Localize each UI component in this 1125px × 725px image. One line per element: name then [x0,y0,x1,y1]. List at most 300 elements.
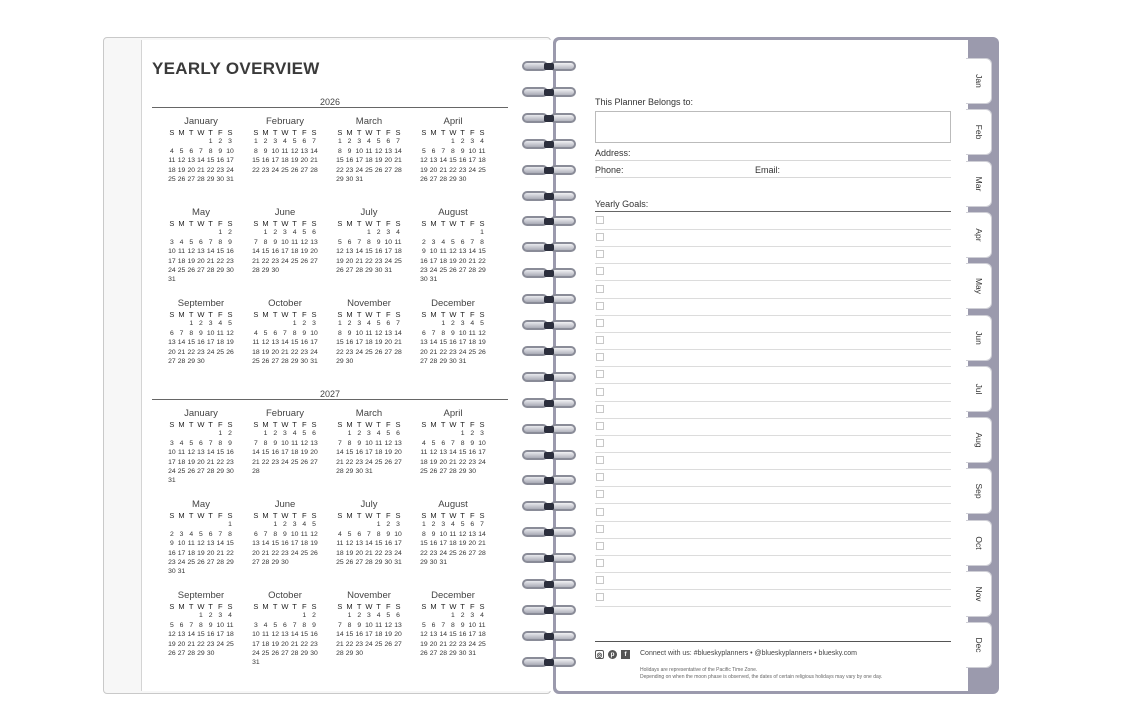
day-number: 21 [261,549,270,557]
day-number: 6 [347,238,352,246]
day-number: 20 [468,540,477,548]
day-number: 28 [394,166,402,174]
day-number: 25 [394,257,402,265]
day-number: 21 [394,339,402,347]
day-number: 2 [357,430,362,438]
day-number: 8 [337,147,342,155]
day-header: F [385,310,391,319]
day-number: 20 [429,166,438,174]
day-number: 25 [478,166,486,174]
day-number: 7 [441,147,446,155]
day-number: 12 [449,248,457,256]
goal-checkbox[interactable] [596,405,604,413]
month-day-grid [335,511,403,567]
day-number: 21 [365,549,373,557]
tab-oct[interactable] [966,520,992,566]
day-number: 8 [347,439,352,447]
day-number: 11 [291,439,299,447]
day-header: F [469,128,475,137]
day-header: F [301,602,307,611]
day-number: 23 [281,549,289,557]
day-number: 6 [357,530,362,538]
goal-checkbox[interactable] [596,576,604,584]
day-number: 19 [310,540,318,548]
goal-checkbox[interactable] [596,336,604,344]
day-number: 8 [218,238,223,246]
day-number: 27 [197,266,205,274]
tab-aug[interactable] [966,417,992,463]
day-number: 9 [312,621,316,629]
day-number: 10 [290,530,299,538]
day-number: 19 [374,339,383,347]
day-number: 4 [480,138,484,146]
day-number: 30 [345,357,354,365]
day-number: 25 [300,549,309,557]
goal-row[interactable] [595,247,951,264]
empty-day [167,319,177,328]
day-header: F [217,128,223,137]
month-day-grid [419,420,487,476]
contact-line[interactable] [595,177,951,178]
goal-row[interactable] [595,522,951,539]
day-number: 23 [384,549,393,557]
day-number: 19 [374,157,383,165]
day-number: 7 [199,147,203,155]
day-number: 12 [345,540,354,548]
day-number: 1 [451,138,455,146]
empty-day [448,228,458,237]
day-number: 5 [263,329,268,337]
day-number: 10 [216,621,225,629]
day-number: 14 [281,339,289,347]
day-header: S [421,310,427,319]
tab-label: Mar [973,176,984,191]
month-name: January [184,408,218,419]
day-number: 24 [429,266,438,274]
day-number: 18 [394,248,402,256]
day-number: 10 [384,238,393,246]
day-number: 1 [421,521,426,529]
day-number: 8 [337,329,342,337]
day-number: 22 [478,257,486,265]
day-header: F [301,128,307,137]
day-number: 8 [263,238,268,246]
goal-row[interactable] [595,264,951,281]
day-number: 28 [439,175,447,183]
day-number: 29 [449,175,457,183]
month-day-grid [251,511,319,567]
day-header: M [262,310,269,319]
empty-day [177,137,187,146]
goal-row[interactable] [595,453,951,470]
goal-checkbox[interactable] [596,319,604,327]
day-header: T [440,310,446,319]
tab-dec[interactable] [966,622,992,668]
day-number: 15 [449,631,457,639]
day-number: 2 [208,612,213,620]
day-header: S [169,128,175,137]
day-header: M [346,511,353,520]
spiral-coil [522,293,578,306]
day-header: S [311,511,317,520]
day-number: 26 [300,458,309,466]
goal-row[interactable] [595,385,951,402]
goal-checkbox[interactable] [596,559,604,567]
day-header: F [385,602,391,611]
day-header: T [440,219,446,228]
day-number: 3 [386,229,391,237]
month-name: March [355,116,383,127]
spiral-coil [522,164,578,177]
empty-day [261,520,271,529]
day-number: 24 [384,257,393,265]
day-number: 10 [439,530,447,538]
day-number: 16 [300,339,309,347]
day-number: 17 [394,540,402,548]
goal-checkbox[interactable] [596,216,604,224]
day-number: 15 [271,540,279,548]
day-number: 18 [187,549,195,557]
day-number: 17 [365,631,373,639]
day-number: 14 [478,530,486,538]
empty-day [215,520,225,529]
day-number: 18 [374,449,383,457]
day-number: 25 [261,649,270,657]
day-header: F [301,511,307,520]
empty-day [419,319,429,328]
day-number: 17 [177,549,186,557]
empty-day [167,429,177,438]
month-name: October [268,590,302,601]
goal-checkbox[interactable] [596,473,604,481]
day-header: S [253,602,259,611]
goal-row[interactable] [595,419,951,436]
goal-checkbox[interactable] [596,353,604,361]
day-number: 5 [337,238,342,246]
day-number: 11 [216,329,224,337]
owner-name-field[interactable] [595,111,951,143]
day-number: 26 [310,549,318,557]
day-number: 29 [345,467,354,475]
day-number: 20 [271,348,279,356]
goal-checkbox[interactable] [596,267,604,275]
day-number: 14 [439,157,447,165]
day-number: 27 [187,175,195,183]
day-number: 4 [218,320,223,328]
goal-row[interactable] [595,299,951,316]
day-header: T [460,420,465,429]
day-number: 16 [374,248,383,256]
day-number: 2 [263,138,268,146]
day-header: S [337,310,343,319]
goal-checkbox[interactable] [596,456,604,464]
empty-day [251,228,261,237]
day-header: S [311,310,317,319]
tab-apr[interactable] [966,212,992,258]
day-header: S [227,310,233,319]
day-number: 1 [208,138,213,146]
day-number: 23 [420,266,428,274]
goal-checkbox[interactable] [596,250,604,258]
goal-row[interactable] [595,590,951,607]
day-number: 27 [458,266,467,274]
tab-may[interactable] [966,263,992,309]
day-number: 23 [197,348,205,356]
day-number: 31 [439,558,447,566]
month-name: April [443,116,463,127]
day-number: 15 [206,157,215,165]
day-number: 23 [168,558,176,566]
day-number: 26 [300,257,309,265]
day-number: 15 [290,339,299,347]
day-number: 6 [431,147,436,155]
tab-jun[interactable] [966,315,992,361]
day-number: 10 [478,439,486,447]
tab-label: Nov [973,586,984,602]
day-number: 9 [273,439,278,447]
day-header: W [197,310,205,319]
tab-label: Feb [973,124,984,140]
day-number: 31 [177,568,186,576]
goal-checkbox[interactable] [596,439,604,447]
day-number: 17 [365,449,373,457]
day-number: 20 [300,157,309,165]
goal-row[interactable] [595,487,951,504]
day-number: 5 [376,320,381,328]
day-number: 29 [187,357,195,365]
tab-jul[interactable] [966,366,992,412]
day-number: 15 [420,540,428,548]
empty-day [196,137,206,146]
day-number: 29 [439,357,447,365]
day-number: 11 [252,339,260,347]
month-calendar [419,590,487,658]
month-calendar [167,590,235,658]
phone-label: Phone: [595,165,624,175]
day-number: 17 [216,631,225,639]
day-number: 18 [478,631,486,639]
address-line[interactable] [595,160,951,161]
goal-checkbox[interactable] [596,285,604,293]
day-header: W [281,511,289,520]
day-number: 21 [355,257,363,265]
day-number: 20 [197,257,205,265]
goal-row[interactable] [595,230,951,247]
day-header: S [337,128,343,137]
goal-row[interactable] [595,213,951,230]
empty-day [196,520,206,529]
day-number: 6 [283,621,287,629]
empty-day [419,228,429,237]
spiral-coil [522,656,578,669]
tab-label: Jan [973,74,984,88]
empty-day [438,137,448,146]
day-number: 20 [384,339,393,347]
month-name: October [268,298,302,309]
day-number: 21 [336,640,344,648]
tab-feb[interactable] [966,109,992,155]
goal-row[interactable] [595,333,951,350]
day-number: 7 [189,621,194,629]
day-number: 22 [187,348,195,356]
tab-label: Oct [973,536,984,550]
day-number: 14 [261,540,270,548]
month-calendar [167,207,235,285]
day-number: 9 [273,238,278,246]
month-calendar [251,298,319,366]
day-number: 11 [300,530,308,538]
day-number: 2 [460,612,465,620]
day-header: M [262,602,269,611]
goal-checkbox[interactable] [596,593,604,601]
goal-row[interactable] [595,539,951,556]
day-number: 21 [206,257,215,265]
day-number: 30 [281,558,289,566]
day-number: 7 [337,439,342,447]
day-number: 17 [310,339,318,347]
goal-row[interactable] [595,402,951,419]
day-number: 19 [197,549,205,557]
day-number: 31 [429,276,438,284]
day-header: T [188,511,194,520]
day-number: 13 [197,449,205,457]
day-number: 18 [177,458,186,466]
empty-day [429,319,439,328]
day-number: 11 [394,238,402,246]
goal-checkbox[interactable] [596,388,604,396]
day-header: T [440,420,446,429]
day-number: 31 [252,659,260,667]
month-day-grid [167,420,235,486]
day-number: 29 [261,266,270,274]
day-number: 6 [273,329,278,337]
tab-mar[interactable] [966,161,992,207]
tab-jan[interactable] [966,58,992,104]
month-name: August [438,207,468,218]
day-number: 31 [355,175,363,183]
goal-row[interactable] [595,367,951,384]
month-name: April [443,408,463,419]
day-number: 29 [226,558,234,566]
day-number: 14 [177,339,186,347]
day-number: 25 [336,558,344,566]
goal-row[interactable] [595,436,951,453]
day-number: 3 [253,621,258,629]
month-name: May [192,499,210,510]
day-number: 9 [283,530,287,538]
day-number: 9 [302,329,307,337]
day-header: S [395,602,401,611]
day-number: 7 [470,238,475,246]
day-number: 7 [431,329,436,337]
day-number: 29 [290,357,299,365]
day-number: 28 [197,175,205,183]
day-header: F [385,420,391,429]
day-number: 15 [197,631,205,639]
day-number: 19 [384,449,393,457]
day-number: 2 [376,229,381,237]
day-number: 19 [429,458,438,466]
day-number: 8 [189,329,194,337]
day-header: S [395,511,401,520]
day-header: T [188,310,194,319]
day-header: S [253,420,259,429]
tab-nov[interactable] [966,571,992,617]
day-number: 24 [177,558,186,566]
day-number: 10 [429,248,438,256]
day-number: 11 [365,329,373,337]
goal-row[interactable] [595,505,951,522]
day-number: 24 [252,649,260,657]
day-number: 5 [347,530,352,538]
day-number: 9 [228,238,232,246]
day-number: 11 [336,540,344,548]
day-number: 19 [384,631,393,639]
day-number: 24 [216,640,225,648]
goal-checkbox[interactable] [596,302,604,310]
day-header: S [337,219,343,228]
tab-sep[interactable] [966,468,992,514]
goal-checkbox[interactable] [596,542,604,550]
month-name: May [192,207,210,218]
goal-row[interactable] [595,470,951,487]
day-number: 11 [468,329,476,337]
goal-row[interactable] [595,350,951,367]
day-number: 13 [281,631,289,639]
day-number: 26 [336,266,344,274]
day-number: 29 [374,558,383,566]
day-number: 8 [218,439,223,447]
day-number: 23 [345,348,354,356]
day-number: 22 [300,640,309,648]
day-header: W [197,420,205,429]
day-number: 9 [347,329,352,337]
day-number: 9 [431,530,436,538]
goal-row[interactable] [595,556,951,573]
day-number: 18 [226,631,234,639]
goal-checkbox[interactable] [596,233,604,241]
goal-checkbox[interactable] [596,422,604,430]
spiral-coil [522,397,578,410]
goal-checkbox[interactable] [596,490,604,498]
day-number: 12 [420,157,428,165]
day-number: 8 [376,530,381,538]
day-header: W [449,310,457,319]
day-number: 18 [261,640,270,648]
day-number: 14 [394,329,402,337]
day-number: 17 [252,640,260,648]
day-number: 1 [273,521,278,529]
day-header: F [469,219,475,228]
day-number: 28 [252,266,260,274]
goal-row[interactable] [595,282,951,299]
day-number: 28 [206,266,215,274]
day-number: 1 [441,320,446,328]
goal-row[interactable] [595,573,951,590]
day-number: 3 [169,238,174,246]
goal-checkbox[interactable] [596,508,604,516]
day-number: 21 [290,640,299,648]
day-header: T [208,128,213,137]
day-number: 16 [420,257,428,265]
day-number: 13 [310,439,318,447]
goal-row[interactable] [595,316,951,333]
goal-checkbox[interactable] [596,525,604,533]
day-number: 19 [458,540,467,548]
day-number: 1 [218,229,223,237]
day-number: 25 [252,357,260,365]
goal-checkbox[interactable] [596,370,604,378]
